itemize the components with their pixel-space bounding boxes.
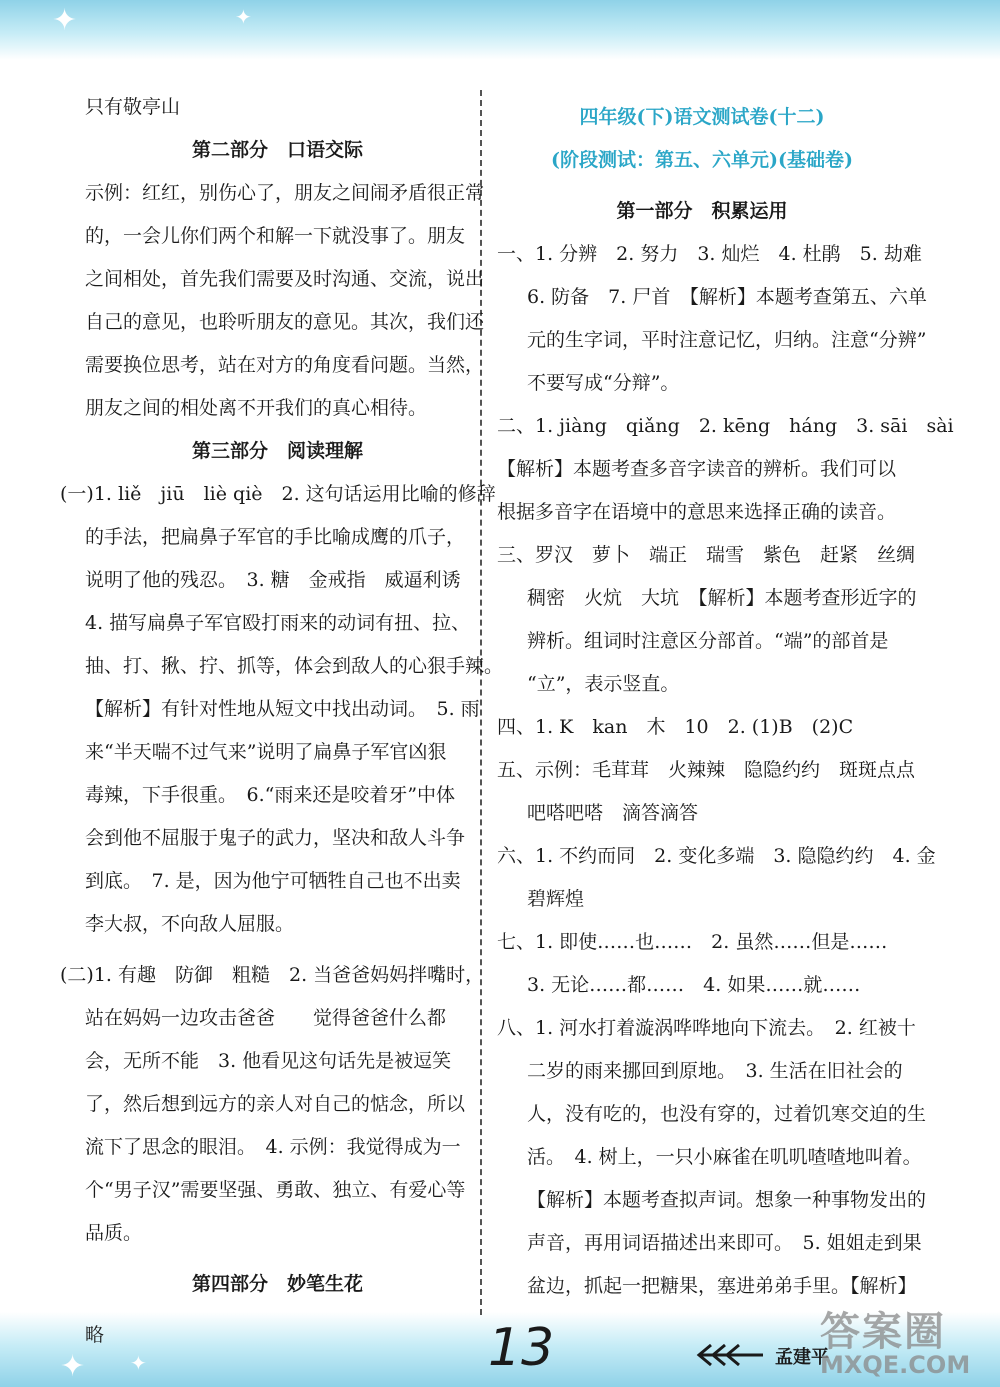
text-line: 抽、打、揪、拧、抓等，体会到敌人的心狠手辣。 (85, 655, 504, 677)
text-line: 之间相处，首先我们需要及时沟通、交流，说出 (85, 268, 485, 290)
answer-q1 (497, 233, 927, 405)
answer-q6 (497, 835, 936, 921)
text-line: 的，一会儿你们两个和解一下就没事了。朋友 (85, 225, 466, 247)
text-line: 个“男子汉”需要坚强、勇敢、独立、有爱心等 (85, 1179, 466, 1201)
text-line: (一)1. liě jiū liè qiè 2. 这句话运用比喻的修辞 (60, 483, 496, 505)
arrow-left-icon (695, 1342, 765, 1368)
handwritten-page-number: 13 (488, 1318, 555, 1378)
text-line: 毒辣，下手很重。 6.“雨来还是咬着牙”中体 (85, 784, 456, 806)
answer-q3 (497, 534, 917, 706)
site-watermark (820, 1300, 970, 1379)
sparkle-icon: ✦ (130, 1351, 147, 1375)
text-line: 三、罗汉 萝卜 端正 瑞雪 紫色 赶紧 丝绸 (497, 544, 916, 566)
text-line: 吧嗒吧嗒 滴答滴答 (527, 802, 699, 824)
watermark-logo-text: 答案圈 (820, 1309, 946, 1355)
text-line: 站在妈妈一边攻击爸爸 觉得爸爸什么都 (85, 1007, 447, 1029)
text-line: 品质。 (85, 1222, 143, 1244)
text-line: 需要换位思考，站在对方的角度看问题。当然， (85, 354, 485, 376)
text-line: 根据多音字在语境中的意思来选择正确的读音。 (497, 501, 897, 523)
section-heading: 第一部分 积累运用 (616, 200, 788, 222)
intro-line: 只有敬亭山 (85, 96, 181, 118)
text-line: 的手法，把扁鼻子军官的手比喻成鹰的爪子， (85, 526, 466, 548)
sparkle-icon: ✦ (235, 5, 252, 29)
sparkle-icon: ✦ (60, 1349, 86, 1384)
part2-paragraph (85, 172, 485, 430)
text-line: 不要写成“分辩”。 (527, 372, 680, 394)
answer-q4: 四、1. K kan 木 10 2. (1)B (2)C (497, 716, 854, 738)
text-line: 【解析】本题考查拟声词。想象一种事物发出的 (527, 1189, 927, 1211)
text-line: 稠密 火炕 大坑 【解析】本题考查形近字的 (527, 587, 917, 609)
left-column (60, 86, 504, 1357)
text-line: 了，然后想到远方的亲人对自己的惦念，所以 (85, 1093, 466, 1115)
text-line: 说明了他的残忍。 3. 糖 金戒指 威逼利诱 (85, 569, 461, 591)
part3-answer-a (60, 473, 504, 946)
text-line: (二)1. 有趣 防御 粗糙 2. 当爸爸妈妈拌嘴时， (60, 964, 485, 986)
text-line: 【解析】有针对性地从短文中找出动词。 5. 雨 (85, 698, 480, 720)
answer-q2 (497, 405, 954, 534)
test-subtitle: (阶段测试：第五、六单元)(基础卷) (551, 149, 853, 171)
part3-answer-b (60, 954, 485, 1255)
text-line: 【解析】本题考查多音字读音的辨析。我们可以 (497, 458, 897, 480)
text-line: 二、1. jiàng qiǎng 2. kēng háng 3. sāi sài (497, 415, 954, 437)
text-line: 示例：红红，别伤心了，朋友之间闹矛盾很正常 (85, 182, 485, 204)
text-line: 辨析。组词时注意区分部首。“端”的部首是 (527, 630, 889, 652)
text-line: 碧辉煌 (527, 888, 585, 910)
right-column (497, 96, 954, 1308)
text-line: 元的生字词，平时注意记忆，归纳。注意“分辨” (527, 329, 927, 351)
text-line: 自己的意见，也聆听朋友的意见。其次，我们还 (85, 311, 485, 333)
text-line: 6. 防备 7. 尸首 【解析】本题考查第五、六单 (527, 286, 927, 308)
text-line: 4. 描写扁鼻子军官殴打雨来的动词有扭、拉、 (85, 612, 471, 634)
text-line: 会，无所不能 3. 他看见这句话先是被逗笑 (85, 1050, 452, 1072)
text-line: “立”，表示竖直。 (527, 673, 680, 695)
text-line: 流下了思念的眼泪。 4. 示例：我觉得成为一 (85, 1136, 461, 1158)
text-line: 略 (85, 1324, 105, 1346)
text-line: 到底。 7. 是，因为他宁可牺牲自己也不出卖 (85, 870, 461, 892)
text-line: 盆边，抓起一把糖果，塞进弟弟手里。【解析】 (527, 1275, 917, 1297)
publisher-brand: 孟建平 (775, 1347, 829, 1368)
answer-q5 (497, 749, 916, 835)
text-line: 人，没有吃的，也没有穿的，过着饥寒交迫的生 (527, 1103, 927, 1125)
text-line: 声音，再用词语描述出来即可。 5. 姐姐走到果 (527, 1232, 922, 1254)
text-line: 李大叔，不向敌人屈服。 (85, 913, 295, 935)
text-line: 活。 4. 树上，一只小麻雀在叽叽喳喳地叫着。 (527, 1146, 922, 1168)
text-line: 来“半天喘不过气来”说明了扁鼻子军官凶狠 (85, 741, 447, 763)
answer-q8 (497, 1007, 927, 1308)
text-line: 八、1. 河水打着漩涡哗哗地向下流去。 2. 红被十 (497, 1017, 916, 1039)
section-heading: 第三部分 阅读理解 (191, 440, 363, 462)
section-heading: 第二部分 口语交际 (191, 139, 363, 161)
text-line: 朋友之间的相处离不开我们的真心相待。 (85, 397, 428, 419)
text-line: 3. 无论……都…… 4. 如果……就…… (527, 974, 861, 996)
answer-q7 (497, 921, 907, 1007)
sparkle-icon: ✦ (52, 3, 78, 38)
text-line: 六、1. 不约而同 2. 变化多端 3. 隐隐约约 4. 金 (497, 845, 936, 867)
text-line: 五、示例：毛茸茸 火辣辣 隐隐约约 斑斑点点 (497, 759, 916, 781)
text-line: 七、1. 即使……也…… 2. 虽然……但是…… (497, 931, 888, 953)
test-title: 四年级(下)语文测试卷(十二) (579, 106, 825, 128)
top-decorative-band (0, 0, 1000, 60)
text-line: 二岁的雨来挪回到原地。 3. 生活在旧社会的 (527, 1060, 903, 1082)
text-line: 一、1. 分辨 2. 努力 3. 灿烂 4. 杜鹃 5. 劫难 (497, 243, 922, 265)
watermark-url: MXQE.COM (820, 1351, 971, 1379)
text-line: 会到他不屈服于鬼子的武力，坚决和敌人斗争 (85, 827, 466, 849)
section-heading: 第四部分 妙笔生花 (191, 1273, 363, 1295)
